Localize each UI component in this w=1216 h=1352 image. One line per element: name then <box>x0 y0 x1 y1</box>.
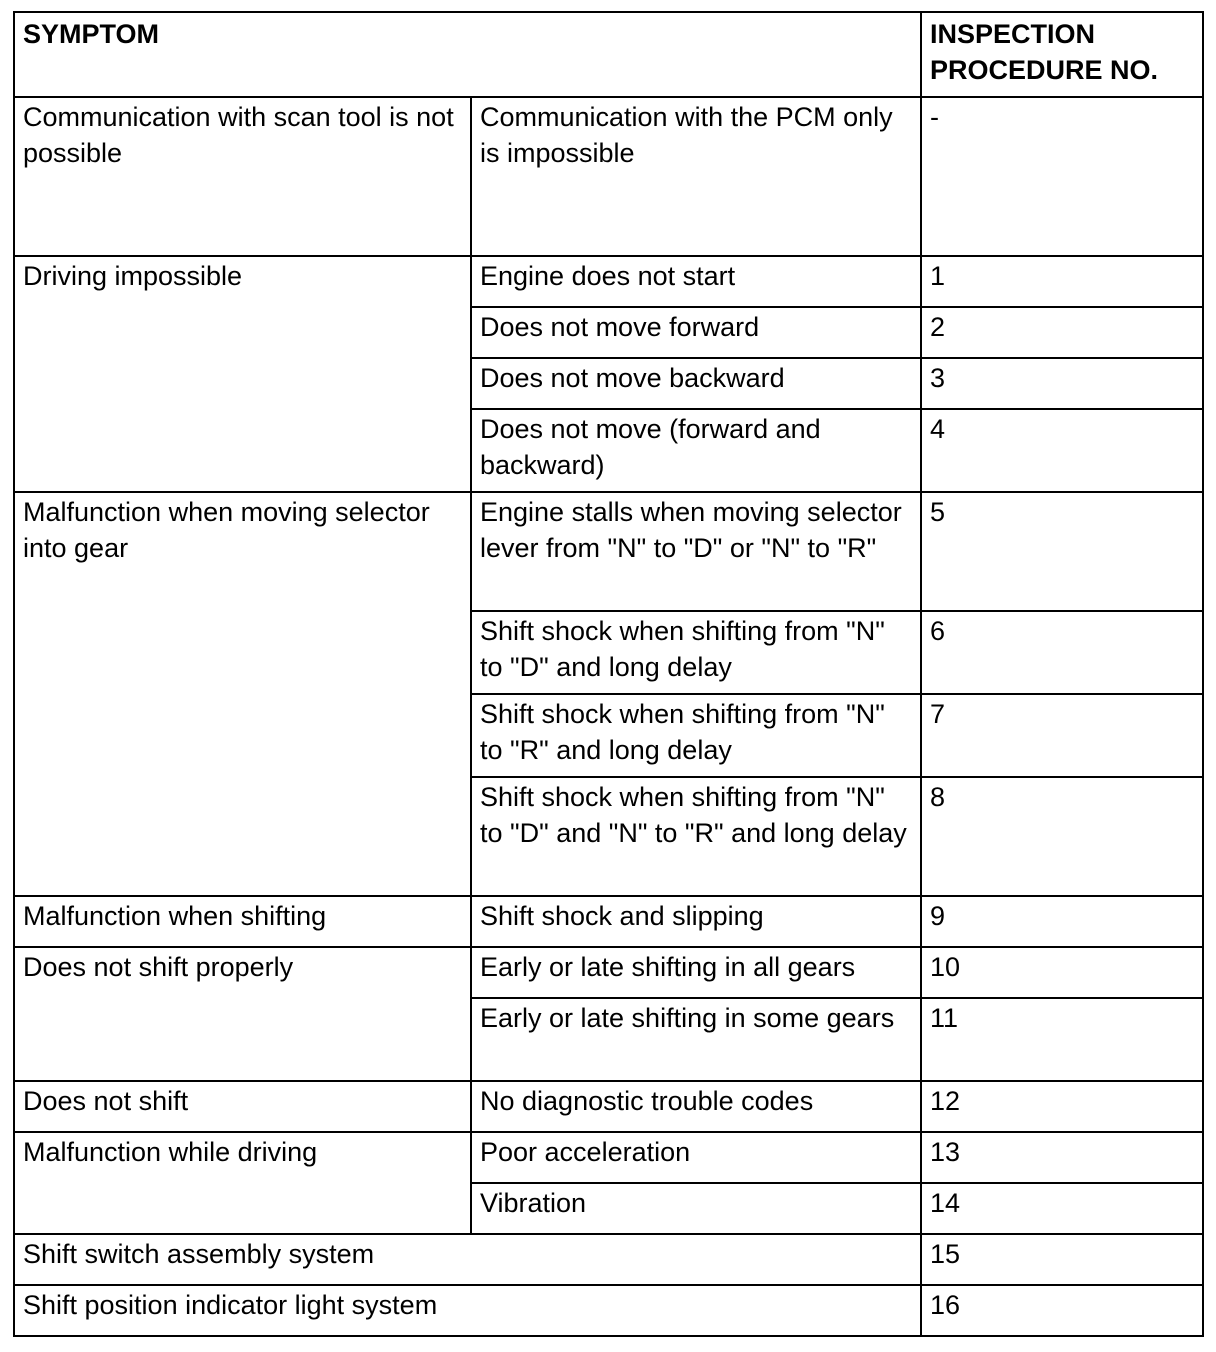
detail-cell: Communication with the PCM only is impossible <box>471 97 921 256</box>
procedure-no-cell: 5 <box>921 492 1203 611</box>
procedure-no-cell: 11 <box>921 998 1203 1081</box>
table-row <box>14 256 1203 307</box>
symptom-cell: Malfunction when shifting <box>14 896 471 947</box>
procedure-no-cell: 16 <box>921 1285 1203 1336</box>
detail-cell: Does not move backward <box>471 358 921 409</box>
symptom-cell: Driving impossible <box>14 256 471 492</box>
symptom-cell: Communication with scan tool is not possible <box>14 97 471 256</box>
detail-cell: Does not move forward <box>471 307 921 358</box>
table-row <box>14 1234 1203 1285</box>
procedure-no-cell: 7 <box>921 694 1203 777</box>
procedure-no-cell: 6 <box>921 611 1203 694</box>
procedure-no-cell: 3 <box>921 358 1203 409</box>
symptom-cell: Shift switch assembly system <box>14 1234 921 1285</box>
symptom-cell: Shift position indicator light system <box>14 1285 921 1336</box>
symptom-cell: Does not shift <box>14 1081 471 1132</box>
detail-cell: Shift shock when shifting from "N" to "R" and long delay <box>471 694 921 777</box>
detail-cell: Engine stalls when moving selector lever from "N" to "D" or "N" to "R" <box>471 492 921 611</box>
detail-cell: Poor acceleration <box>471 1132 921 1183</box>
procedure-no-cell: 8 <box>921 777 1203 896</box>
detail-cell: No diagnostic trouble codes <box>471 1081 921 1132</box>
table-row <box>14 1285 1203 1336</box>
symptom-cell: Malfunction when moving selector into gear <box>14 492 471 896</box>
table-row <box>14 896 1203 947</box>
inspection-procedure-table <box>13 11 1204 1337</box>
procedure-header: INSPECTION PROCEDURE NO. <box>921 12 1203 97</box>
detail-cell: Shift shock when shifting from "N" to "D" and long delay <box>471 611 921 694</box>
symptom-cell: Malfunction while driving <box>14 1132 471 1234</box>
detail-cell: Engine does not start <box>471 256 921 307</box>
detail-cell: Vibration <box>471 1183 921 1234</box>
symptom-header: SYMPTOM <box>14 12 921 97</box>
procedure-no-cell: 13 <box>921 1132 1203 1183</box>
header-row <box>14 12 1203 97</box>
procedure-no-cell: 4 <box>921 409 1203 492</box>
detail-cell: Early or late shifting in all gears <box>471 947 921 998</box>
procedure-no-cell: - <box>921 97 1203 256</box>
detail-cell: Early or late shifting in some gears <box>471 998 921 1081</box>
procedure-no-cell: 2 <box>921 307 1203 358</box>
procedure-no-cell: 1 <box>921 256 1203 307</box>
detail-cell: Shift shock and slipping <box>471 896 921 947</box>
table-row <box>14 1132 1203 1183</box>
procedure-no-cell: 9 <box>921 896 1203 947</box>
detail-cell: Does not move (forward and backward) <box>471 409 921 492</box>
procedure-no-cell: 15 <box>921 1234 1203 1285</box>
table-row <box>14 492 1203 611</box>
procedure-no-cell: 12 <box>921 1081 1203 1132</box>
detail-cell: Shift shock when shifting from "N" to "D" and "N" to "R" and long delay <box>471 777 921 896</box>
table-row <box>14 1081 1203 1132</box>
symptom-cell: Does not shift properly <box>14 947 471 1081</box>
procedure-no-cell: 10 <box>921 947 1203 998</box>
table-row <box>14 97 1203 256</box>
procedure-no-cell: 14 <box>921 1183 1203 1234</box>
table-row <box>14 947 1203 998</box>
